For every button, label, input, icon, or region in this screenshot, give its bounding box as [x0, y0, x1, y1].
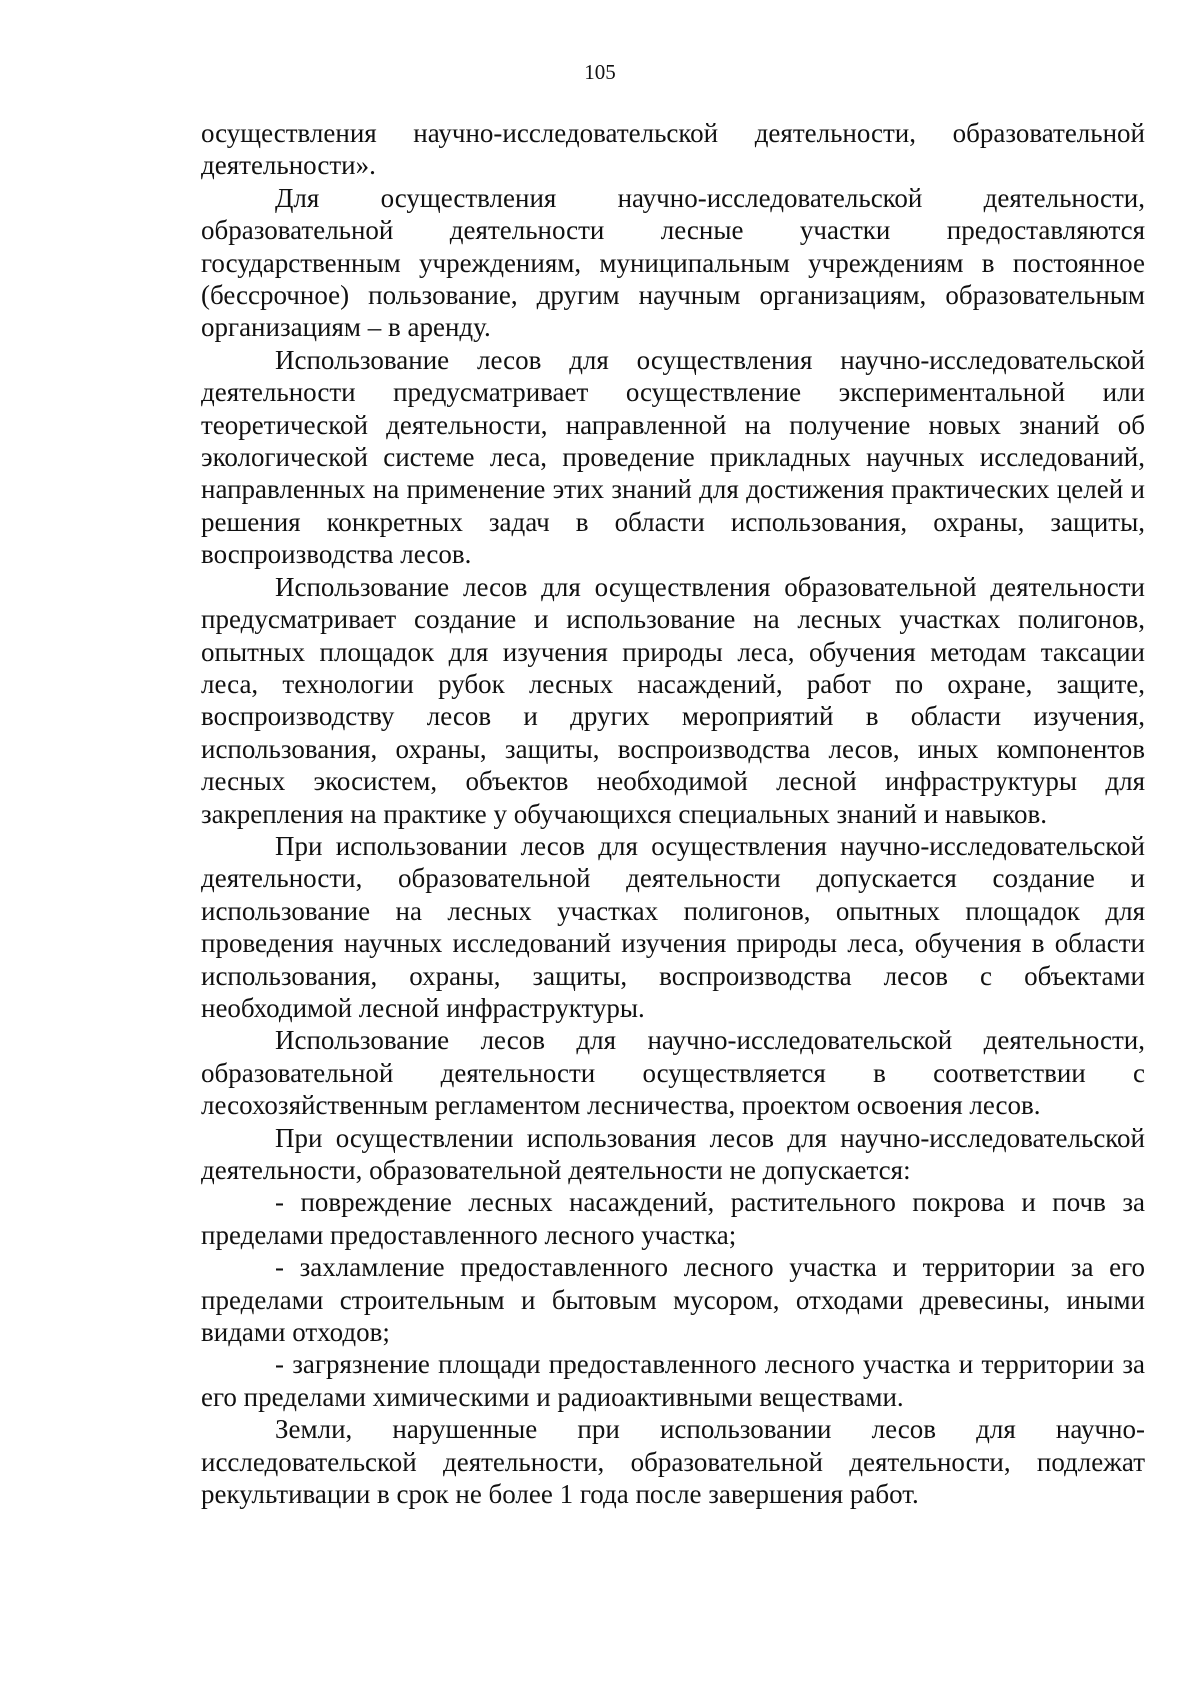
paragraph: Для осуществления научно-исследовательской деятельности, образовательной деятельности лесные участки предоставляются государственным учреждениям, муниципальным учреждениям в постоянное (бессрочное) пользование, другим научным организациям, образовательным организациям – в аренду. [201, 182, 1145, 343]
list-item: - захламление предоставленного лесного участка и территории за его пределами строительным и бытовым мусором, отходами древесины, иными видами отходов; [201, 1252, 1145, 1348]
paragraph: Использование лесов для осуществления научно-исследовательской деятельности предусматривает осуществление экспериментальной или теоретической деятельности, направленной на получение новых знаний об экологической системе леса, проведение прикладных научных исследований, направленных на применение этих знаний для достижения практических целей и решения конкретных задач в области использования, охраны, защиты, воспроизводства лесов. [201, 344, 1145, 570]
page-number: 105 [584, 60, 616, 84]
paragraph: При использовании лесов для осуществления научно-исследовательской деятельности, образовательной деятельности допускается создание и использование на лесных участках полигонов, опытных площадок для проведения научных исследований изучения природы леса, обучения в области использования, охраны, защиты, воспроизводства лесов с объектами необходимой лесной инфраструктуры. [201, 830, 1145, 1023]
document-body [201, 117, 1145, 1510]
paragraph: Использование лесов для осуществления образовательной деятельности предусматривает создание и использование на лесных участках полигонов, опытных площадок для изучения природы леса, обучения методам таксации леса, технологии рубок лесных насаждений, работ по охране, защите, воспроизводству лесов и других мероприятий в области изучения, использования, охраны, защиты, воспроизводства лесов, иных компонентов лесных экосистем, объектов необходимой лесной инфраструктуры для закрепления на практике у обучающихся специальных знаний и навыков. [201, 571, 1145, 829]
paragraph: Использование лесов для научно-исследовательской деятельности, образовательной деятельности осуществляется в соответствии с лесохозяйственным регламентом лесничества, проектом освоения лесов. [201, 1025, 1145, 1121]
paragraph: осуществления научно-исследовательской деятельности, образовательной деятельности». [201, 118, 1145, 181]
list-item: - повреждение лесных насаждений, растительного покрова и почв за пределами предоставленного лесного участка; [201, 1187, 1145, 1250]
paragraph: Земли, нарушенные при использовании лесов для научно-исследовательской деятельности, образовательной деятельности, подлежат рекультивации в срок не более 1 года после завершения работ. [201, 1414, 1145, 1510]
list-item: - загрязнение площади предоставленного лесного участка и территории за его пределами химическими и радиоактивными веществами. [201, 1349, 1145, 1412]
paragraph: При осуществлении использования лесов для научно-исследовательской деятельности, образовательной деятельности не допускается: [201, 1122, 1145, 1185]
